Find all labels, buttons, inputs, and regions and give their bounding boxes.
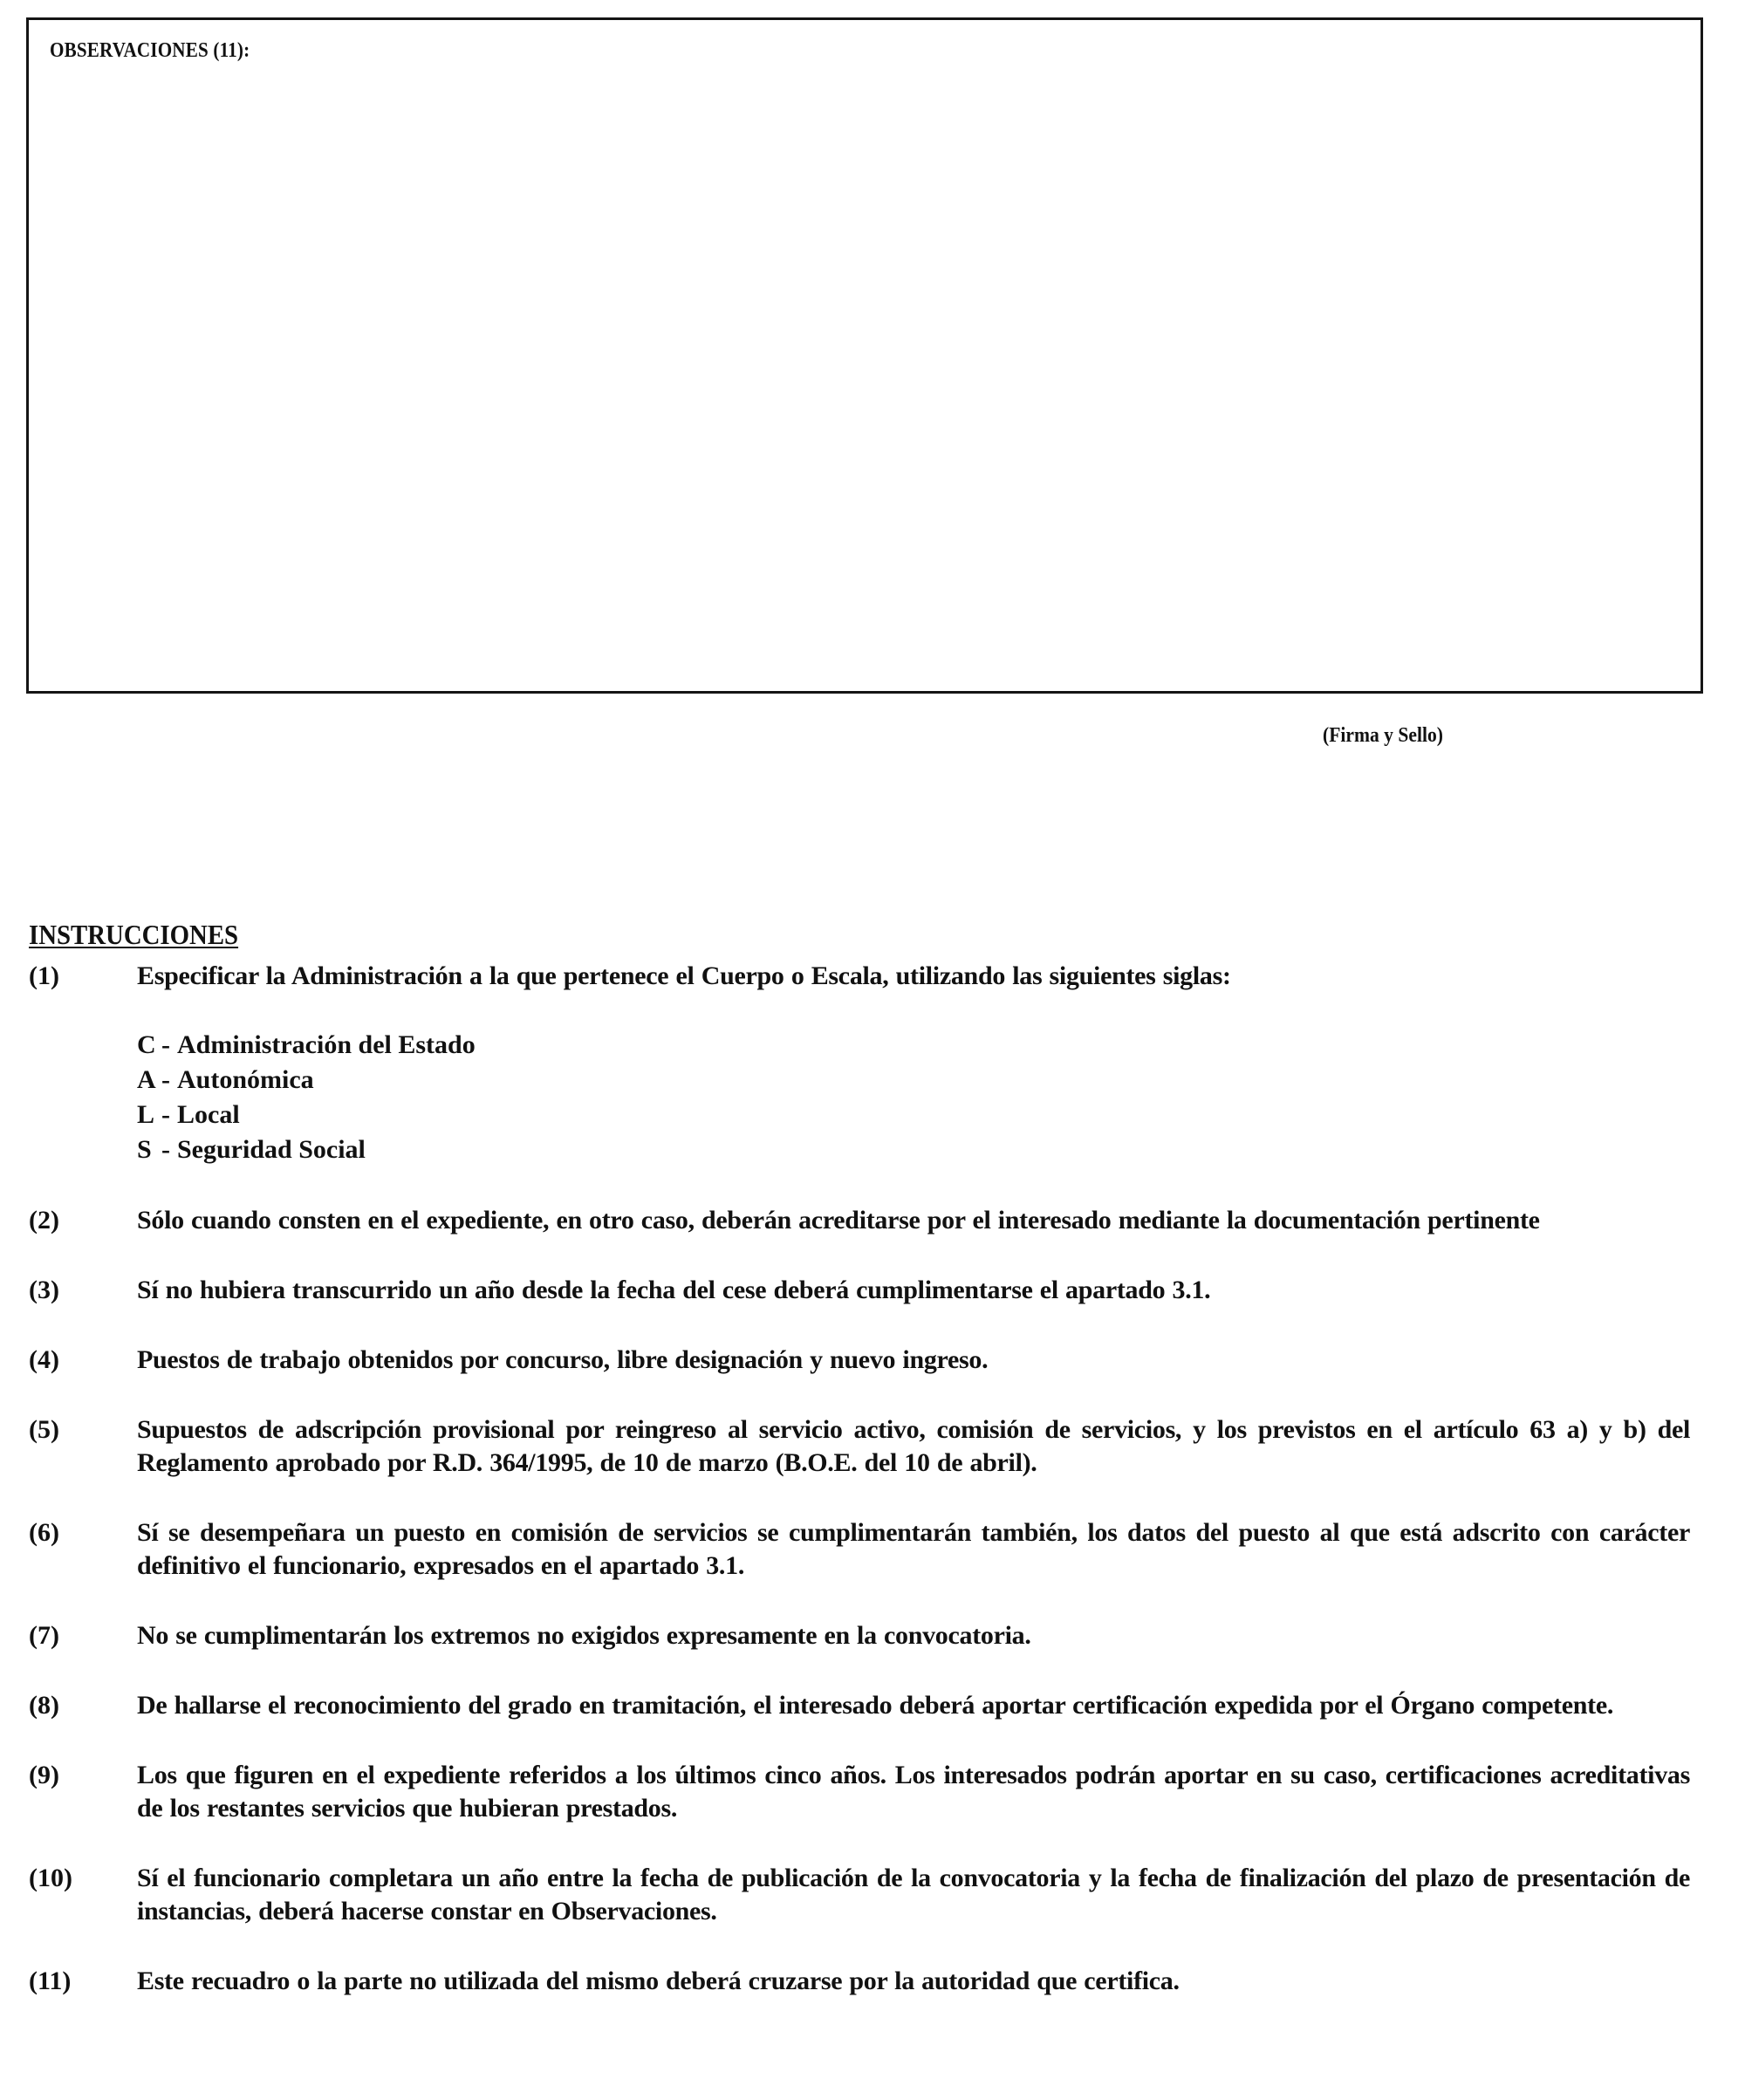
instruction-number: (6) bbox=[29, 1518, 59, 1547]
sigla-code: A bbox=[137, 1065, 156, 1094]
instructions-heading: INSTRUCCIONES bbox=[29, 919, 239, 950]
instruction-text: Sí se desempeñara un puesto en comisión de servicios se cumplimentarán también, los datos del puesto al que está adscrito con carácter definitivo el funcionario, expresados en el apartado 3.1. bbox=[137, 1518, 1690, 1580]
instruction-text: Supuestos de adscripción provisional por reingreso al servicio activo, comisión de servicios, y los previstos en el artículo 63 a) y b) del Reglamento aprobado por R.D. 364/1995, de 10 de marzo (B.O.E. del 10 de abril). bbox=[137, 1415, 1690, 1477]
observations-label: OBSERVACIONES (11): bbox=[50, 39, 250, 62]
instruction-number: (11) bbox=[29, 1967, 72, 1995]
instruction-number: (8) bbox=[29, 1691, 59, 1720]
sigla-item bbox=[137, 1098, 1690, 1132]
sigla-separator: - bbox=[161, 1030, 170, 1059]
instruction-number: (2) bbox=[29, 1206, 59, 1235]
sigla-label: Local bbox=[177, 1100, 240, 1129]
instruction-text: Este recuadro o la parte no utilizada del mismo deberá cruzarse por la autoridad que certifica. bbox=[137, 1967, 1180, 1995]
instruction-item-6 bbox=[0, 1516, 1745, 1583]
sigla-label: Seguridad Social bbox=[177, 1135, 366, 1164]
instruction-item-1 bbox=[0, 960, 1745, 1167]
instruction-number: (7) bbox=[29, 1621, 59, 1650]
instruction-item-5 bbox=[0, 1413, 1745, 1480]
instruction-item-10 bbox=[0, 1862, 1745, 1928]
instruction-text: Sí no hubiera transcurrido un año desde la fecha del cese deberá cumplimentarse el apartado 3.1. bbox=[137, 1276, 1211, 1304]
instruction-item-4 bbox=[0, 1344, 1745, 1377]
sigla-item bbox=[137, 1132, 1690, 1167]
instruction-text: Sólo cuando consten en el expediente, en otro caso, deberán acreditarse por el interesado mediante la documentación pertinente bbox=[137, 1206, 1540, 1235]
instruction-text: Los que figuren en el expediente referidos a los últimos cinco años. Los interesados podrán aportar en su caso, certificaciones acreditativas de los restantes servicios que hubieran prestados. bbox=[137, 1761, 1690, 1823]
instruction-number: (5) bbox=[29, 1415, 59, 1444]
instruction-text: Puestos de trabajo obtenidos por concurso, libre designación y nuevo ingreso. bbox=[137, 1345, 989, 1374]
sigla-item bbox=[137, 1028, 1690, 1063]
instructions-list bbox=[0, 960, 1745, 1998]
instruction-item-11 bbox=[0, 1965, 1745, 1998]
instruction-text: Especificar la Administración a la que pertenece el Cuerpo o Escala, utilizando las siguientes siglas: bbox=[137, 961, 1231, 990]
sigla-label: Autonómica bbox=[177, 1065, 314, 1094]
sigla-item bbox=[137, 1063, 1690, 1098]
instruction-number: (10) bbox=[29, 1864, 72, 1892]
sigla-separator: - bbox=[161, 1100, 170, 1129]
sigla-separator: - bbox=[161, 1065, 170, 1094]
observations-box[interactable] bbox=[26, 17, 1703, 694]
sigla-label: Administración del Estado bbox=[177, 1030, 476, 1059]
instruction-text: De hallarse el reconocimiento del grado en tramitación, el interesado deberá aportar certificación expedida por el Órgano competente. bbox=[137, 1691, 1614, 1720]
sigla-code: S bbox=[137, 1135, 152, 1164]
instruction-text: Sí el funcionario completara un año entre la fecha de publicación de la convocatoria y la fecha de finalización del plazo de presentación de instancias, deberá hacerse constar en Observaciones. bbox=[137, 1864, 1690, 1926]
instruction-item-2 bbox=[0, 1204, 1745, 1237]
sigla-separator: - bbox=[161, 1135, 170, 1164]
instruction-number: (3) bbox=[29, 1276, 59, 1304]
instruction-item-8 bbox=[0, 1689, 1745, 1722]
signature-label: (Firma y Sello) bbox=[1323, 724, 1443, 747]
instruction-number: (1) bbox=[29, 961, 59, 990]
instruction-item-7 bbox=[0, 1619, 1745, 1652]
instruction-item-9 bbox=[0, 1759, 1745, 1825]
sigla-code: C bbox=[137, 1030, 156, 1059]
sigla-code: L bbox=[137, 1100, 155, 1129]
sigla-list bbox=[137, 1028, 1690, 1167]
instruction-item-3 bbox=[0, 1274, 1745, 1307]
instruction-number: (4) bbox=[29, 1345, 59, 1374]
instruction-text: No se cumplimentarán los extremos no exigidos expresamente en la convocatoria. bbox=[137, 1621, 1031, 1650]
instruction-number: (9) bbox=[29, 1761, 59, 1789]
